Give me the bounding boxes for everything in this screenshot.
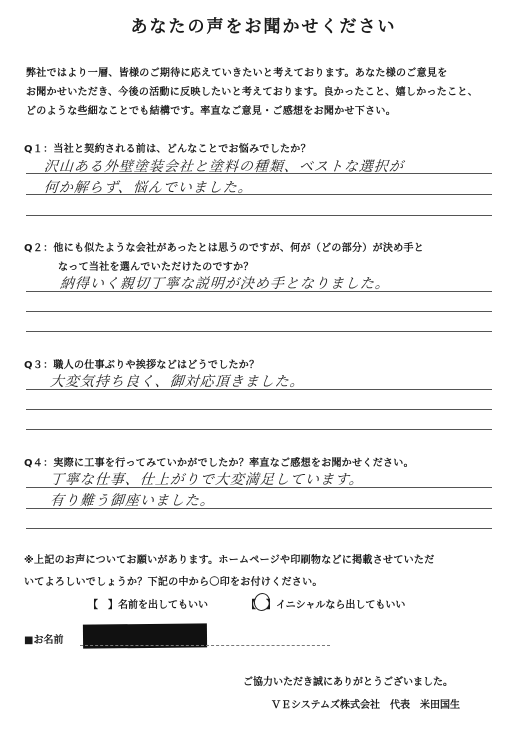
option-initial-ok[interactable]: 【 】イニシャルなら出してもいい: [246, 600, 406, 611]
name-line: [80, 645, 330, 646]
option-name-ok[interactable]: 【 】名前を出してもいい: [88, 600, 208, 611]
notice-line-1: ※上記のお声についてお願いがあります。ホームページや印刷物などに掲載させていただ: [24, 555, 435, 566]
name-label: ■お名前: [24, 635, 64, 646]
q2-question-line-2: なって当社を選んでいただけたのですか？: [58, 262, 254, 273]
page-title: あなたの声をお聞かせください: [130, 17, 397, 37]
q3-answer-text-1: 大変気持ち良く、御対応頂きました。: [49, 374, 306, 390]
q1-answer-text-2: 何か解らず、悩んでいました。: [43, 180, 254, 196]
q3-answer-line-2: [26, 409, 492, 410]
q1-answer-text-1: 沢山ある外壁塗装会社と塗料の種類、ベストな選択が: [43, 159, 405, 175]
q3-answer-line-3: [26, 429, 492, 430]
q2-answer-line-3: [26, 331, 492, 332]
signature-text: ＶＥシステムズ株式会社 代表 米田国生: [271, 700, 460, 711]
q2-question-line-1: Q２：他にも似たような会社があったとは思うのですが、何が（どの部分）が決め手と: [24, 243, 425, 254]
intro-line-1: 弊社ではより一層、皆様のご期待に応えていきたいと考えております。あなた様のご意見を: [26, 68, 448, 79]
q2-answer-line-2: [26, 311, 492, 312]
q1-question: Q１：当社と契約される前は、どんなことでお悩みでしたか？: [24, 144, 311, 155]
q4-answer-line-3: [26, 528, 492, 529]
thanks-text: ご協力いただき誠にありがとうございました。: [243, 677, 453, 688]
intro-line-2: お聞かせいただき、今後の活動に反映したいと考えております。良かったこと、嬉しかったこと、: [26, 87, 478, 98]
intro-line-3: どのような些細なことでも結構です。率直なご意見・ご感想をお聞かせ下さい。: [26, 106, 396, 117]
q4-question: Q４：実際に工事を行ってみていかがでしたか？率直なご感想をお聞かせください。: [24, 458, 414, 469]
q4-answer-text-2: 有り難う御座いました。: [49, 493, 216, 509]
q3-question: Q３：職人の仕事ぶりや挨拶などはどうでしたか？: [24, 360, 260, 371]
q2-answer-text-1: 納得いく親切丁寧な説明が決め手となりました。: [59, 276, 391, 292]
q4-answer-text-1: 丁寧な仕事、仕上がりで大変満足しています。: [49, 472, 365, 488]
notice-line-2: いてよろしいでしょうか？下記の中から〇印をお付けください。: [24, 577, 323, 588]
q1-answer-line-3: [26, 215, 492, 216]
